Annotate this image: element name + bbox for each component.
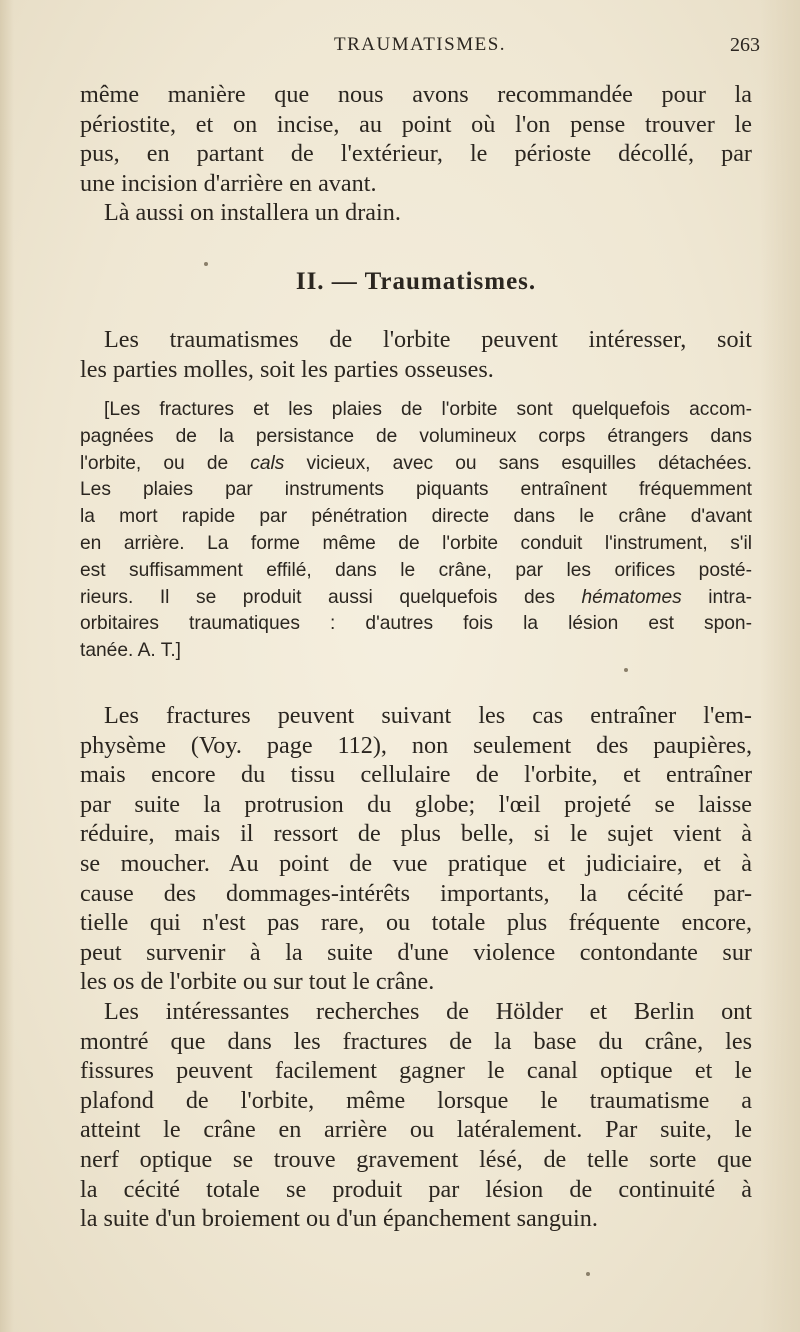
text-line: mais encore du tissu cellulaire de l'orbite, et entraîner [80, 761, 752, 789]
note-line: pagnées de la persistance de volumineux corps étrangers dans [80, 425, 752, 447]
paragraph-2 [80, 701, 752, 997]
note-line: Les plaies par instruments piquants entraînent fréquemment [80, 479, 752, 501]
text-line: plafond de l'orbite, même lorsque le traumatisme a [80, 1086, 752, 1114]
italic-term: hématomes [581, 586, 682, 608]
text-line: les os de l'orbite ou sur tout le crâne. [80, 968, 435, 996]
note-line: la mort rapide par pénétration directe dans le crâne d'avant [80, 506, 752, 528]
note-line: rieurs. Il se produit aussi quelquefois des hématomes intra- [80, 586, 753, 608]
page-number: 263 [730, 34, 760, 56]
note-line: [Les fractures et les plaies de l'orbite sont quelquefois accom- [104, 399, 752, 420]
note-block [80, 397, 752, 665]
text-line: réduire, mais il ressort de plus belle, si le sujet vient à [80, 820, 752, 848]
note-line: tanée. A. T.] [80, 640, 181, 662]
running-head [80, 34, 760, 60]
note-line: en arrière. La forme même de l'orbite conduit l'instrument, s'il [80, 532, 752, 554]
text-line: une incision d'arrière en avant. [80, 169, 377, 197]
running-title: TRAUMATISMES. [333, 34, 507, 55]
text-line: Là aussi on installera un drain. [104, 199, 401, 227]
section-heading: II. — Traumatismes. [295, 268, 537, 295]
text-line: Les fractures peuvent suivant les cas entraîner l'em- [104, 702, 752, 729]
para2-block [80, 701, 752, 1234]
paper-speck [586, 1272, 590, 1276]
text-line: peut survenir à la suite d'une violence contondante sur [80, 938, 752, 966]
paper-speck [624, 668, 628, 672]
note-line: est suffisamment effilé, dans le crâne, par les orifices posté- [80, 559, 752, 581]
editor-note [80, 397, 752, 665]
text-line: atteint le crâne en arrière ou latéralement. Par suite, le [80, 1116, 752, 1144]
page-gutter-shadow [0, 0, 14, 1332]
paper-speck [204, 262, 208, 266]
page-edge-shading [760, 0, 800, 1332]
text-line: périostite, et on incise, au point où l'on pense trouver le [80, 110, 752, 138]
paragraph-3 [80, 997, 752, 1234]
note-line: orbitaires traumatiques : d'autres fois la lésion est spon- [80, 613, 752, 635]
text-line: cause des dommages-intérêts importants, la cécité par- [80, 879, 752, 907]
text-line: la suite d'un broiement ou d'un épanchement sanguin. [80, 1205, 598, 1233]
text-line: montré que dans les fractures de la base du crâne, les [80, 1027, 752, 1055]
text-line: se moucher. Au point de vue pratique et judiciaire, et à [80, 849, 752, 877]
paragraph-1 [80, 325, 752, 384]
text-line: fissures peuvent facilement gagner le canal optique et le [80, 1057, 752, 1085]
note-line: l'orbite, ou de cals vicieux, avec ou sans esquilles détachées. [80, 452, 752, 474]
text-line: physème (Voy. page 112), non seulement des paupières, [80, 731, 752, 759]
italic-term: cals [250, 452, 285, 474]
text-line: Les traumatismes de l'orbite peuvent intéresser, soit [104, 326, 752, 353]
text-line: les parties molles, soit les parties osseuses. [80, 355, 494, 383]
text-line: tielle qui n'est pas rare, ou totale plus fréquente encore, [80, 909, 752, 937]
text-line: même manière que nous avons recommandée pour la [80, 81, 752, 108]
para1-block [80, 325, 752, 384]
intro-block [80, 80, 752, 228]
drain-paragraph [80, 198, 752, 228]
text-line: la cécité totale se produit par lésion de continuité à [80, 1175, 752, 1203]
intro-paragraph [80, 80, 752, 198]
text-line: Les intéressantes recherches de Hölder et Berlin ont [104, 997, 752, 1025]
text-line: par suite la protrusion du globe; l'œil projeté se laisse [80, 790, 752, 818]
text-line: nerf optique se trouve gravement lésé, de telle sorte que [80, 1145, 752, 1173]
text-line: pus, en partant de l'extérieur, le périoste décollé, par [80, 140, 752, 168]
